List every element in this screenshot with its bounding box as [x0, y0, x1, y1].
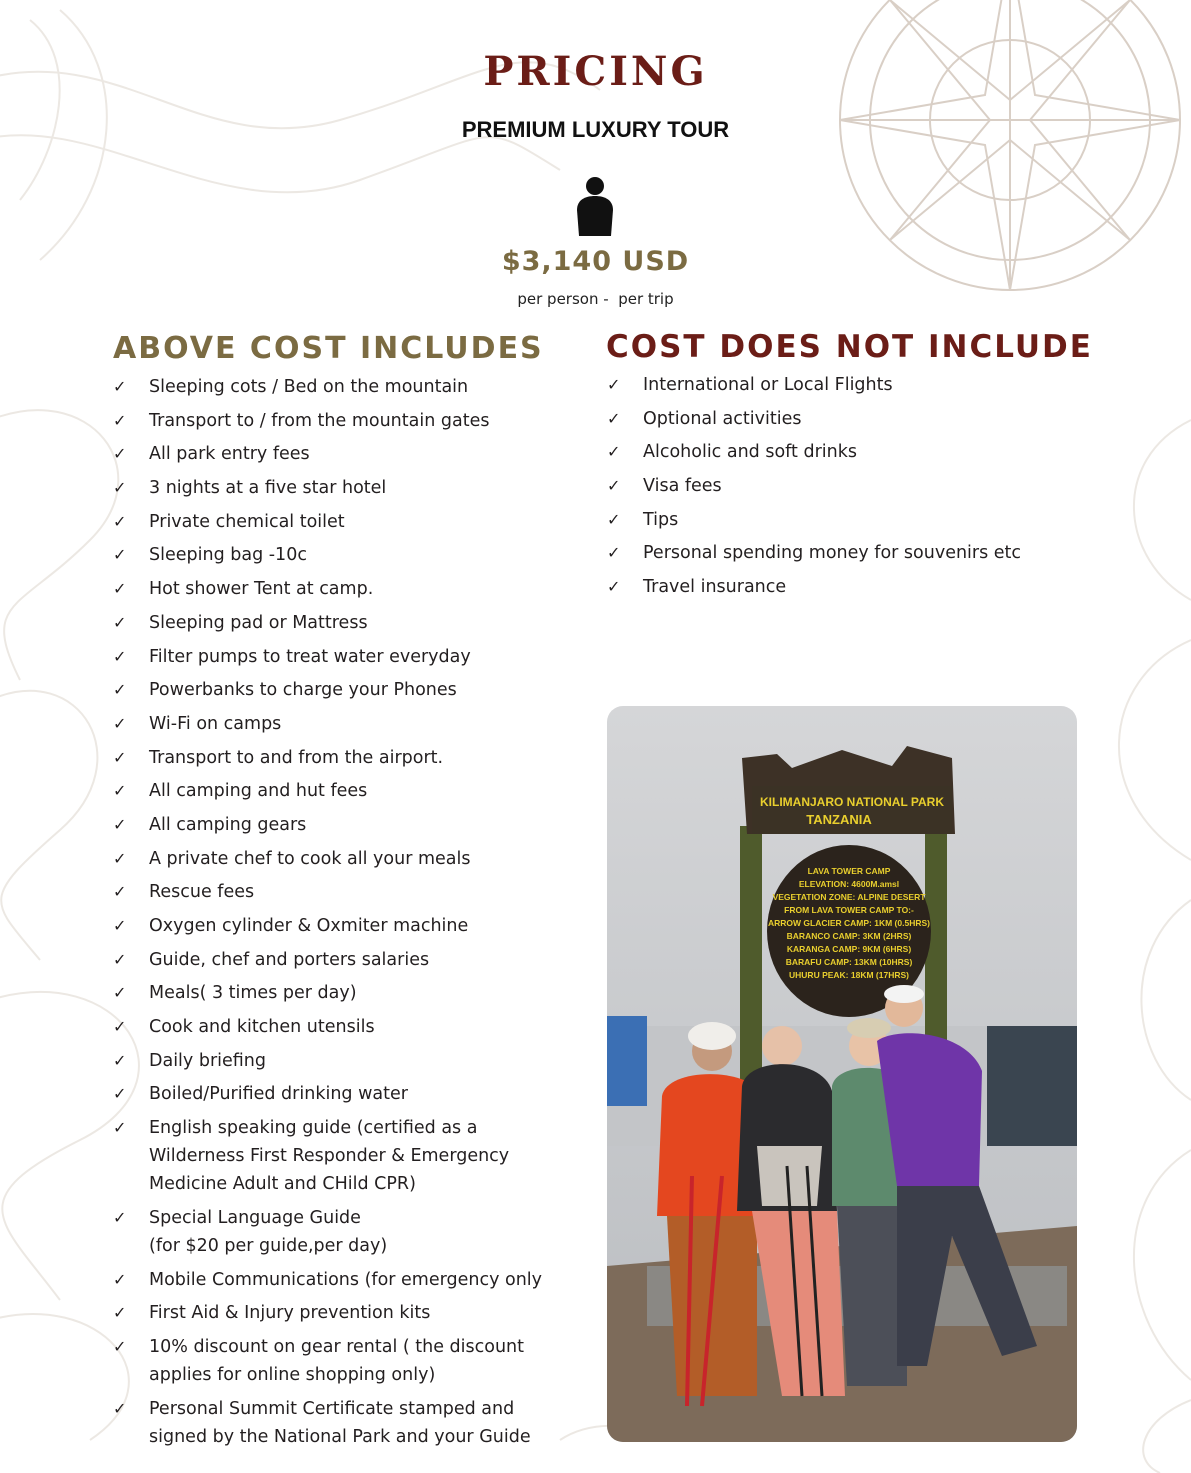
- check-icon: ✓: [113, 511, 127, 531]
- check-icon: ✓: [113, 949, 127, 969]
- sign-line: FROM LAVA TOWER CAMP TO:-: [784, 905, 914, 915]
- list-item-text: International or Local Flights: [643, 375, 893, 395]
- check-icon: ✓: [113, 478, 127, 498]
- check-icon: ✓: [113, 814, 127, 834]
- list-item: [113, 878, 583, 906]
- list-item: [607, 573, 1077, 601]
- list-item-text: Sleeping bag -10c: [149, 545, 307, 566]
- page-title: PRICING: [483, 48, 708, 95]
- check-icon: ✓: [113, 882, 127, 902]
- list-item-text: Cook and kitchen utensils: [149, 1017, 375, 1038]
- list-item-text: Personal Summit Certificate stamped and signed by the National Park and your Guide: [149, 1398, 531, 1447]
- list-item-text: Personal spending money for souvenirs etc: [643, 543, 1022, 564]
- list-item-text: Oxygen cylinder & Oxmiter machine: [149, 916, 469, 936]
- list-item-text: Tips: [643, 509, 679, 530]
- list-item-text: Sleeping cots / Bed on the mountain: [149, 377, 469, 397]
- list-item-text: Hot shower Tent at camp.: [149, 579, 374, 600]
- list-item: [607, 539, 1077, 567]
- check-icon: ✓: [113, 579, 127, 599]
- list-item-text: Boiled/Purified drinking water: [149, 1084, 408, 1105]
- sign-line: BARAFU CAMP: 13KM (10HRS): [785, 957, 913, 967]
- sign-line: LAVA TOWER CAMP: [807, 866, 891, 876]
- list-item-text: Travel insurance: [643, 577, 787, 598]
- check-icon: ✓: [113, 1207, 127, 1227]
- check-icon: ✓: [607, 543, 621, 563]
- sign-park-text: KILIMANJARO NATIONAL PARK: [760, 795, 944, 809]
- check-icon: ✓: [113, 680, 127, 700]
- list-item-text: Transport to / from the mountain gates: [149, 410, 490, 431]
- list-item-text: Mobile Communications (for emergency only: [149, 1269, 543, 1290]
- list-item-text: Wi-Fi on camps: [149, 713, 282, 734]
- list-item: [113, 1047, 583, 1075]
- list-item: [113, 744, 583, 772]
- sign-country-text: TANZANIA: [806, 812, 872, 827]
- list-item: [113, 474, 583, 502]
- list-item: [607, 371, 1077, 399]
- list-item: [113, 1013, 583, 1041]
- check-icon: ✓: [113, 1269, 127, 1289]
- tour-name: PREMIUM LUXURY TOUR: [461, 117, 730, 142]
- list-item: [607, 438, 1077, 466]
- list-item-text: Filter pumps to treat water everyday: [149, 646, 471, 667]
- check-icon: ✓: [607, 577, 621, 597]
- list-item-text: Sleeping pad or Mattress: [149, 612, 368, 633]
- check-icon: ✓: [113, 1050, 127, 1070]
- list-item-text: All camping gears: [149, 814, 307, 835]
- list-item: [113, 407, 583, 435]
- list-item: [113, 1080, 583, 1108]
- check-icon: ✓: [113, 781, 127, 801]
- list-item: [113, 912, 583, 940]
- list-item-text: Transport to and from the airport.: [149, 747, 444, 768]
- excludes-heading: COST DOES NOT INCLUDE: [606, 329, 1093, 365]
- list-item-text: Alcoholic and soft drinks: [643, 442, 857, 463]
- sign-line: VEGETATION ZONE: ALPINE DESERT: [772, 892, 926, 902]
- price-note: per person - per trip: [517, 290, 674, 308]
- list-item: [113, 710, 583, 738]
- check-icon: ✓: [113, 713, 127, 733]
- list-item: [113, 1299, 583, 1327]
- list-item: [607, 405, 1077, 433]
- list-item-text: Powerbanks to charge your Phones: [149, 680, 457, 701]
- check-icon: ✓: [113, 1017, 127, 1037]
- list-item-text: A private chef to cook all your meals: [149, 848, 471, 869]
- list-item: [607, 506, 1077, 534]
- list-item-text: Optional activities: [643, 408, 802, 429]
- list-item: [113, 373, 583, 401]
- list-item: [113, 777, 583, 805]
- list-item-text: All park entry fees: [149, 444, 310, 465]
- check-icon: ✓: [607, 408, 621, 428]
- includes-list: [113, 373, 583, 1456]
- person-icon: [573, 176, 617, 238]
- list-item: [113, 946, 583, 974]
- summit-group-photo: [607, 706, 1077, 1442]
- check-icon: ✓: [113, 1118, 127, 1138]
- check-icon: ✓: [607, 476, 621, 496]
- list-item: [113, 1114, 583, 1198]
- check-icon: ✓: [113, 377, 127, 396]
- check-icon: ✓: [113, 1336, 127, 1356]
- list-item: [113, 643, 583, 671]
- list-item: [113, 811, 583, 839]
- list-item: [113, 440, 583, 468]
- check-icon: ✓: [113, 646, 127, 666]
- sign-line: KARANGA CAMP: 9KM (6HRS): [786, 944, 912, 954]
- check-icon: ✓: [607, 442, 621, 462]
- list-item-text: 10% discount on gear rental ( the discount applies for online shopping only): [149, 1336, 525, 1385]
- list-item-text: Guide, chef and porters salaries: [149, 949, 430, 970]
- check-icon: ✓: [113, 444, 127, 464]
- sign-line: ELEVATION: 4600M.amsl: [798, 879, 900, 889]
- list-item-text: Special Language Guide (for $20 per guide,per day): [149, 1207, 388, 1256]
- check-icon: ✓: [113, 545, 127, 565]
- check-icon: ✓: [607, 509, 621, 529]
- list-item-text: First Aid & Injury prevention kits: [149, 1303, 431, 1324]
- list-item: [113, 1266, 583, 1294]
- list-item: [113, 508, 583, 536]
- check-icon: ✓: [607, 375, 621, 394]
- sign-line: UHURU PEAK: 18KM (17HRS): [789, 970, 909, 980]
- list-item: [113, 845, 583, 873]
- list-item: [113, 676, 583, 704]
- list-item-text: English speaking guide (certified as a Wilderness First Responder & Emergency Medicine Adult and CHild CPR): [149, 1118, 510, 1195]
- tour-price: $3,140 USD: [501, 246, 690, 277]
- list-item: [113, 609, 583, 637]
- list-item-text: Meals( 3 times per day): [149, 983, 357, 1004]
- check-icon: ✓: [113, 916, 127, 935]
- list-item-text: Daily briefing: [149, 1050, 266, 1071]
- list-item: [113, 541, 583, 569]
- list-item: [607, 472, 1077, 500]
- check-icon: ✓: [113, 848, 127, 868]
- sign-line: ARROW GLACIER CAMP: 1KM (0.5HRS): [768, 918, 930, 928]
- list-item-text: Private chemical toilet: [149, 511, 345, 532]
- list-item: [113, 1333, 583, 1389]
- check-icon: ✓: [113, 410, 127, 430]
- list-item-text: All camping and hut fees: [149, 781, 368, 802]
- includes-heading: ABOVE COST INCLUDES: [113, 331, 544, 366]
- list-item: [113, 1395, 583, 1451]
- excludes-list: [607, 371, 1077, 607]
- check-icon: ✓: [113, 1398, 127, 1418]
- list-item-text: 3 nights at a five star hotel: [149, 478, 387, 499]
- sign-line: BARANCO CAMP: 3KM (2HRS): [786, 931, 912, 941]
- check-icon: ✓: [113, 983, 127, 1003]
- list-item-text: Visa fees: [643, 476, 722, 497]
- check-icon: ✓: [113, 747, 127, 767]
- list-item-text: Rescue fees: [149, 882, 255, 903]
- list-item: [113, 1204, 583, 1260]
- check-icon: ✓: [113, 612, 127, 632]
- list-item: [113, 979, 583, 1007]
- list-item: [113, 575, 583, 603]
- check-icon: ✓: [113, 1084, 127, 1104]
- check-icon: ✓: [113, 1303, 127, 1323]
